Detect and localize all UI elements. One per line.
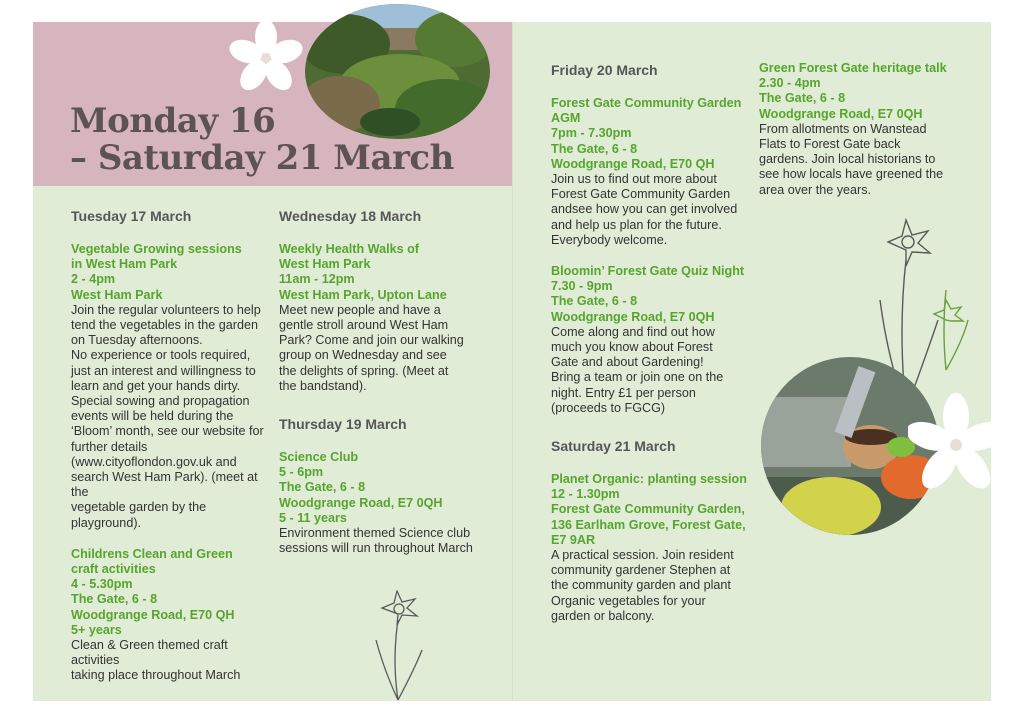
event-title: Weekly Health Walks of (279, 242, 419, 256)
event-venue: Woodgrange Road, E7 0QH (551, 309, 715, 324)
event-description: Bring a team or join one on the (551, 370, 724, 385)
event-description: tend the vegetables in the garden (71, 318, 258, 333)
day-heading: Friday 20 March (551, 62, 658, 78)
event-venue: The Gate, 6 - 8 (551, 294, 638, 309)
day-heading: Wednesday 18 March (279, 208, 422, 224)
event-venue: The Gate, 6 - 8 (759, 91, 846, 106)
event-description: Everybody welcome. (551, 232, 668, 247)
event-description: group on Wednesday and see (279, 348, 447, 363)
event-time: 4 - 5.30pm (71, 577, 133, 592)
title-line-1: Monday 16 (70, 101, 276, 141)
event-description: Park? Come and join our walking (279, 333, 464, 348)
event-title: West Ham Park (279, 257, 371, 272)
event-description: much you know about Forest (551, 340, 713, 355)
event-time: 11am - 12pm (279, 272, 355, 287)
event-venue: West Ham Park, Upton Lane (279, 287, 447, 302)
column-friday-extra (759, 61, 959, 214)
event-description: gentle stroll around West Ham (279, 318, 449, 333)
event-description: ‘Bloom’ month, see our website for (71, 424, 264, 439)
event-description: Forest Gate Community Garden (551, 187, 731, 202)
event-description: area over the years. (759, 182, 872, 197)
event-description: Organic vegetables for your (551, 593, 706, 608)
event-title: Science Club (279, 450, 359, 465)
event-venue: Woodgrange Road, E7 0QH (279, 495, 443, 510)
event-description: (proceeds to FGCG) (551, 400, 666, 415)
event-description: Special sowing and propagation (71, 394, 250, 409)
event (759, 61, 959, 198)
event (71, 547, 271, 684)
event-description: Environment themed Science club (279, 526, 471, 541)
event (279, 242, 479, 394)
event-venue: The Gate, 6 - 8 (71, 592, 158, 607)
event-age: 5 - 11 years (279, 510, 347, 525)
column-wednesday-thursday (279, 208, 479, 572)
event-title: Planet Organic: planting session (551, 472, 747, 487)
event-time: 2.30 - 4pm (759, 76, 821, 91)
page-title (70, 103, 454, 177)
daffodil-sketch-icon (366, 590, 436, 702)
event-description: community gardener Stephen at (551, 563, 731, 578)
event-description: garden or balcony. (551, 608, 655, 623)
white-flower-icon (224, 20, 308, 94)
event-description: the delights of spring. (Meet at (279, 363, 449, 378)
event-venue: E7 9AR (551, 532, 596, 547)
event-description: Gate and about Gardening! (551, 355, 704, 370)
event-description: night. Entry £1 per person (551, 385, 696, 400)
event-description: Flats to Forest Gate back (759, 137, 901, 152)
day-heading: Thursday 19 March (279, 416, 407, 433)
event-venue: Woodgrange Road, E70 QH (551, 156, 715, 171)
event-description: Join us to find out more about (551, 172, 717, 187)
event-description: see how locals have greened the (759, 167, 944, 182)
event (551, 96, 751, 248)
event-description: (www.cityoflondon.gov.uk and (71, 454, 237, 469)
event-title: AGM (551, 111, 581, 126)
page-fold (512, 22, 513, 701)
event-title: Forest Gate Community Garden (551, 96, 742, 110)
event-description: the community garden and plant (551, 578, 731, 593)
event (551, 472, 751, 624)
event-venue: Woodgrange Road, E7 0QH (759, 106, 923, 121)
event (551, 264, 751, 416)
event (71, 242, 271, 531)
column-friday-saturday (551, 62, 751, 640)
event-title: Childrens Clean and Green (71, 546, 233, 561)
event-venue: 136 Earlham Grove, Forest Gate, (551, 517, 746, 532)
event-description: the bandstand). (279, 378, 367, 393)
event-title: in West Ham Park (71, 257, 178, 272)
event-venue: Forest Gate Community Garden, (551, 502, 745, 517)
event-venue: The Gate, 6 - 8 (551, 141, 638, 156)
event-time: 7pm - 7.30pm (551, 126, 632, 141)
event-venue: Woodgrange Road, E70 QH (71, 607, 235, 622)
event-time: 7.30 - 9pm (551, 279, 613, 294)
event-description: taking place throughout March (71, 668, 241, 683)
event-title: Bloomin’ Forest Gate Quiz Night (551, 264, 745, 279)
title-line-2: – Saturday 21 March (70, 138, 454, 178)
event-description: From allotments on Wanstead (759, 121, 927, 136)
event-description: and help us plan for the future. (551, 217, 722, 232)
event-title: craft activities (71, 562, 156, 577)
event-description: sessions will run throughout March (279, 541, 473, 556)
event-description: learn and get your hands dirty. (71, 378, 241, 393)
white-flower-icon (908, 393, 992, 501)
event-time: 12 - 1.30pm (551, 487, 620, 502)
event-description: further details (71, 439, 148, 454)
event-description: Join the regular volunteers to help (71, 302, 261, 317)
column-tuesday (71, 208, 271, 700)
event-time: 2 - 4pm (71, 272, 116, 287)
event-age: 5+ years (71, 622, 122, 637)
event-description: vegetable garden by the playground). (71, 500, 207, 530)
event-description: No experience or tools required, (71, 348, 251, 363)
event-description: A practical session. Join resident (551, 548, 734, 563)
event-description: gardens. Join local historians to (759, 152, 936, 167)
event-title: Green Forest Gate heritage talk (759, 61, 947, 75)
event-venue: The Gate, 6 - 8 (279, 480, 366, 495)
day-heading: Saturday 21 March (551, 438, 676, 455)
event-description: just an interest and willingness to (71, 363, 256, 378)
event-title: Vegetable Growing sessions (71, 242, 242, 256)
event-description: andsee how you can get involved (551, 202, 738, 217)
event-description: on Tuesday afternoons. (71, 333, 203, 348)
event-description: Clean & Green themed craft activities (71, 638, 228, 668)
event-venue: West Ham Park (71, 287, 163, 302)
event-description: events will be held during the (71, 409, 234, 424)
event-description: Meet new people and have a (279, 302, 441, 317)
event (279, 450, 479, 556)
event-description: Come along and find out how (551, 324, 715, 339)
day-heading: Tuesday 17 March (71, 208, 192, 224)
event-time: 5 - 6pm (279, 465, 324, 480)
event-description: search West Ham Park). (meet at the (71, 470, 258, 500)
